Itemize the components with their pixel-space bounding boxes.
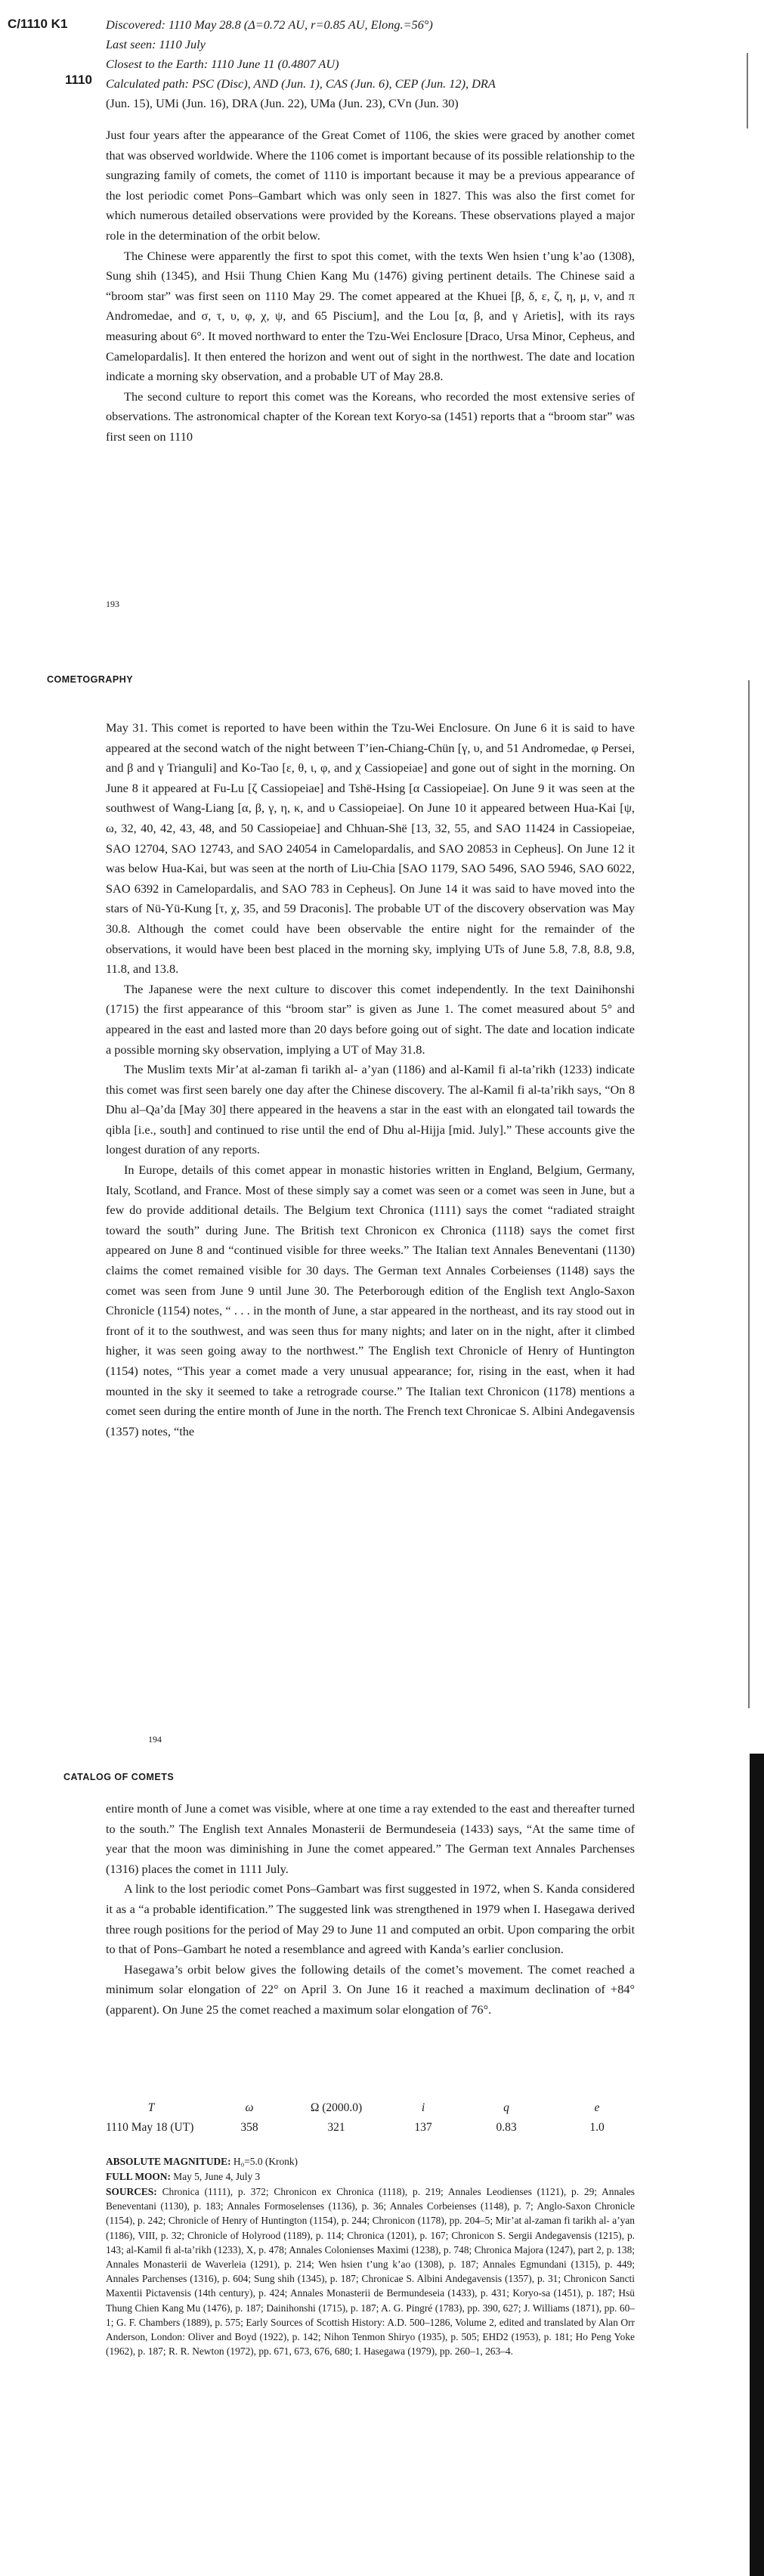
paragraph: Just four years after the appearance of the Great Comet of 1106, the skies were graced by another comet that was observed worldwide. Where the 1106 comet is important because of its possible relationship to the sungrazing family of comets, the comet of 1110 is important because it may be a previous appearance of the lost periodic comet Pons–Gambart which was only seen in 1827. This was also the first comet for which numerous detailed observations were provided by the Koreans. These observations played a major role in the determination of the orbit below. [106, 128, 635, 243]
orbit-header-t: T [147, 2101, 155, 2114]
paragraph: May 31. This comet is reported to have been within the Tzu-Wei Enclosure. On June 6 it is said to have appeared at the second watch of the night between T’ien-Chiang-Chün [γ, υ, and 51 Andromedae, φ Persei, and β and γ Trianguli] and Ko-Tao [ε, θ, ι, φ, and χ Cassiopeiae] and gone out of sight in the morning. On June 8 it appeared at Fu-Lu [ζ Cassiopeiae] and Tshë-Hsing [α Cassiopeiae]. On June 9 it was seen at the southwest of Wang-Liang [α, β, γ, η, κ, and υ Cassiopeiae]. On June 10 it appeared between Hua-Kai [ψ, ω, 32, 40, 42, 43, 48, and 50 Cassiopeiae] and Chhuan-Shë [13, 32, 55, and SAO 11424 in Cassiopeiae, SAO 12704, SAO 12743, and SAO 24054 in Camelopardalis, and SAO 20853 in Cepheus]. On June 12 it was below Hua-Kai, but was seen at the north of Liu-Chia [SAO 1179, SAO 5496, SAO 5946, SAO 6022, SAO 6392 in Camelopardalis, and SAO 783 in Cepheus]. On June 14 it was said to have moved into the stars of Nü-Yü-Kung [τ, χ, 35, and 59 Draconis]. The probable UT of the discovery observation was May 30.8. Although the comet could have been observable the entire night for the remainder of the observations, it would have been best placed in the morning sky, implying UTs of June 5.8, 7.8, 8.8, 9.8, 11.8, and 13.8. [106, 720, 635, 977]
orbit-value-t: 1110 May 18 (UT) [106, 2121, 194, 2134]
full-moon [106, 2169, 635, 2184]
page-193 [0, 0, 764, 609]
orbit-value-e: 1.0 [589, 2121, 605, 2134]
orbit-value-node: 321 [327, 2121, 345, 2134]
page-194 [0, 665, 764, 1745]
paragraph: The Chinese were apparently the first to spot this comet, with the texts Wen hsien t’ung k’ao (1308), Sung shih (1345), and Hsii Thung Chien Kang Mu (1476) giving pertinent details. The Chinese said a “broom star” was first seen on 1110 May 29. The comet appeared at the Khuei [β, δ, ε, ζ, η, μ, ν, and π Andromedae, and σ, τ, υ, φ, χ, ψ, and 65 Piscium], and the Lou [α, β, and γ Arietis], with its rays measuring about 6°. It moved northward to enter the Tzu-Wei Enclosure [Draco, Ursa Minor, Cepheus, and Camelopardalis]. It then entered the horizon and went out of sight in the northwest. The date and location indicate a morning sky observation, and a probable UT of May 28.8. [106, 248, 635, 384]
page2-body [106, 718, 635, 1441]
comet-designation: C/1110 K1 [8, 17, 68, 31]
paragraph: The Muslim texts Mir’at al-zaman fi tarikh al- a’yan (1186) and al-Kamil fi al-ta’rikh (1233) indicate this comet was first seen barely one day after the Chinese discovery. The al-Kamil fi al-ta’rikh says, “On 8 Dhu al–Qa’da [May 30] there appeared in the heavens a star in the east with an elongated tail towards the qibla [i.e., south] and continued to rise until the end of Dhu al-Hijja [mid. July].” These accounts give the longest duration of any reports. [106, 1062, 635, 1157]
paragraph: A link to the lost periodic comet Pons–Gambart was first suggested in 1972, when S. Kanda considered it as a “a probable identification.” The suggested link was strengthened in 1979 when I. Hasegawa derived three rough positions for the period of May 29 to June 11 and computed an orbit. Upon comparing the orbit to that of Pons–Gambart he noted a resemblance and agreed with Kanda’s earlier conclusion. [106, 1881, 635, 1957]
paragraph: Hasegawa’s orbit below gives the following details of the comet’s movement. The comet reached a minimum solar elongation of 22° on April 3. On June 16 it reached a maximum declination of +84° (apparent). On June 25 the comet reached a maximum solar elongation of 76°. [106, 1961, 635, 2017]
full-moon-value: May 5, June 4, July 3 [173, 2171, 261, 2182]
orbit-header-q: q [503, 2101, 509, 2114]
header-last-seen: Last seen: 1110 July [106, 37, 206, 51]
paragraph: entire month of June a comet was visible, where at one time a ray extended to the east and thereafter turned to the south.” The English text Annales Monasterii de Bermundeseia (1433) says, “At the same time of year that the moon was diminishing in June the comet appeared.” The German text Annales Parchenses (1316) places the comet in 1111 July. [106, 1801, 635, 1876]
orbit-value-q: 0.83 [496, 2121, 517, 2134]
scan-margin-mark [748, 680, 750, 1708]
scan-dark-edge [750, 1754, 764, 2576]
running-head: COMETOGRAPHY [47, 674, 134, 685]
paragraph: The second culture to report this comet was the Koreans, who recorded the most extensive series of observations. The astronomical chapter of the Korean text Koryo-sa (1451) reports that a “broom star” was first seen on 1110 [106, 389, 635, 444]
header-path-cont: (Jun. 15), UMi (Jun. 16), DRA (Jun. 22), UMa (Jun. 23), CVn (Jun. 30) [106, 96, 459, 110]
header-path: Calculated path: PSC (Disc), AND (Jun. 1), CAS (Jun. 6), CEP (Jun. 12), DRA [106, 76, 496, 91]
paragraph: The Japanese were the next culture to discover this comet independently. In the text Dainihonshi (1715) the first appearance of this “broom star” is given as June 1. The comet measured about 5° and appeared in the east and lasted more than 20 days before going out of sight. The date and location indicate a possible morning sky observation, implying a UT of May 31.8. [106, 981, 635, 1057]
page-catalog [0, 1754, 764, 2576]
sources [106, 2184, 635, 2358]
orbit-header-omega: ω [245, 2101, 254, 2114]
sources-text: Chronica (1111), p. 372; Chronicon ex Chronica (1118), p. 219; Annales Leodienses (1121), p. 29; Annales Beneventani (1130), p. 183; Annales Formoselenses (1136), p. 36; Annales Corbeienses (1148), p. 7; Anglo-Saxon Chronicle (1154), p. 242; Chronicle of Henry of Huntington (1154), p. 244; Chronicon (1178), pp. 204–5; Mir’at al-zaman fi tarikh al- a’yan (1186), VIII, p. 32; Chronicle of Holyrood (1189), p. 114; Chronica (1201), p. 167; Chronicon S. Sergii Andegavensis (1215), p. 143; al-Kamil fi al-ta’rikh (1233), X, p. 478; Annales Colonienses Maximi (1238), p. 748; Chronica Majora (1247), part 2, p. 138; Annales Monasterii de Waverleia (1291), p. 214; Wen hsien t’ung k’ao (1308), p. 187; Annales Egmundani (1315), p. 449; Annales Parchenses (1316), p. 604; Sung shih (1345), p. 187; Chronicae S. Albini Andegavensis (1357), p. 31; Chronicon Sancti Maxentii Pictavensis (14th century), p. 424; Annales Monasterii de Bermundeseia (1433), p. 431; Koryo-sa (1451), p. 187; Hsü Thung Chien Kang Mu (1476), p. 187; Dainihonshi (1715), p. 187; A. G. Pingré (1783), pp. 390, 627; J. Williams (1871), pp. 60–1; G. F. Chambers (1889), p. 575; Early Sources of Scottish History: A.D. 500–1286, Volume 2, edited and translated by Alan Orr Anderson, London: Oliver and Boyd (1922), p. 142; Nihon Tenmon Shiryo (1935), p. 505; EHD2 (1953), p. 181; Ho Peng Yoke (1962), p. 187; R. R. Newton (1972), pp. 671, 673, 676, 680; I. Hasegawa (1979), pp. 260–1, 263–4. [106, 2186, 635, 2358]
abs-mag-value: H₀=5.0 (Kronk) [233, 2156, 298, 2167]
orbit-header-e: e [594, 2101, 600, 2114]
full-moon-label: FULL MOON: [106, 2171, 171, 2182]
scan-margin-mark [747, 53, 748, 128]
absolute-magnitude [106, 2154, 635, 2169]
orbit-header-node: Ω (2000.0) [310, 2101, 363, 2114]
orbit-value-i: 137 [414, 2121, 432, 2134]
page1-body [106, 125, 635, 447]
orbit-value-omega: 358 [240, 2121, 258, 2134]
orbit-header-i: i [421, 2101, 425, 2114]
page-number: 194 [148, 1734, 162, 1745]
running-head: CATALOG OF COMETS [63, 1772, 175, 1782]
comet-year: 1110 [65, 73, 92, 87]
header-closest: Closest to the Earth: 1110 June 11 (0.4807 AU) [106, 57, 339, 71]
orbit-table [106, 2101, 635, 2139]
abs-mag-label: ABSOLUTE MAGNITUDE: [106, 2156, 231, 2167]
header-discovered: Discovered: 1110 May 28.8 (Δ=0.72 AU, r=0.85 AU, Elong.=56°) [106, 17, 433, 32]
page3-body [106, 1799, 635, 2020]
page-number: 193 [106, 599, 119, 609]
paragraph: In Europe, details of this comet appear in monastic histories written in England, Belgium, Germany, Italy, Scotland, and France. Most of these simply say a comet was seen or a comet was seen in June, but a few do provide additional details. The Belgium text Chronica (1111) says the comet “radiated straight toward the south” during June. The British text Chronicon ex Chronica (1118) says the comet first appeared on June 8 and “continued visible for three weeks.” The Italian text Annales Beneventani (1130) claims the comet remained visible for 30 days. The German text Annales Corbeienses (1148) says the comet was seen from June 9 until June 30. The Peterborough edition of the English text Anglo-Saxon Chronicle (1154) notes, “ . . . in the month of June, a star appeared in the northeast, and its ray stood out in front of it to the southwest, and was seen thus for many nights; and later on in the night, after it climbed higher, it was seen going away to the northwest.” The English text Chronicle of Henry of Huntington (1154) notes, “This year a comet made a very unusual appearance; for, rising in the east, when it had mounted in the sky it seemed to take a retrograde course.” The Italian text Chronicon (1178) mentions a comet seen during the entire month of June in the north. The French text Chronicae S. Albini Andegavensis (1357) notes, “the [106, 1163, 635, 1438]
sources-label: SOURCES: [106, 2186, 157, 2197]
